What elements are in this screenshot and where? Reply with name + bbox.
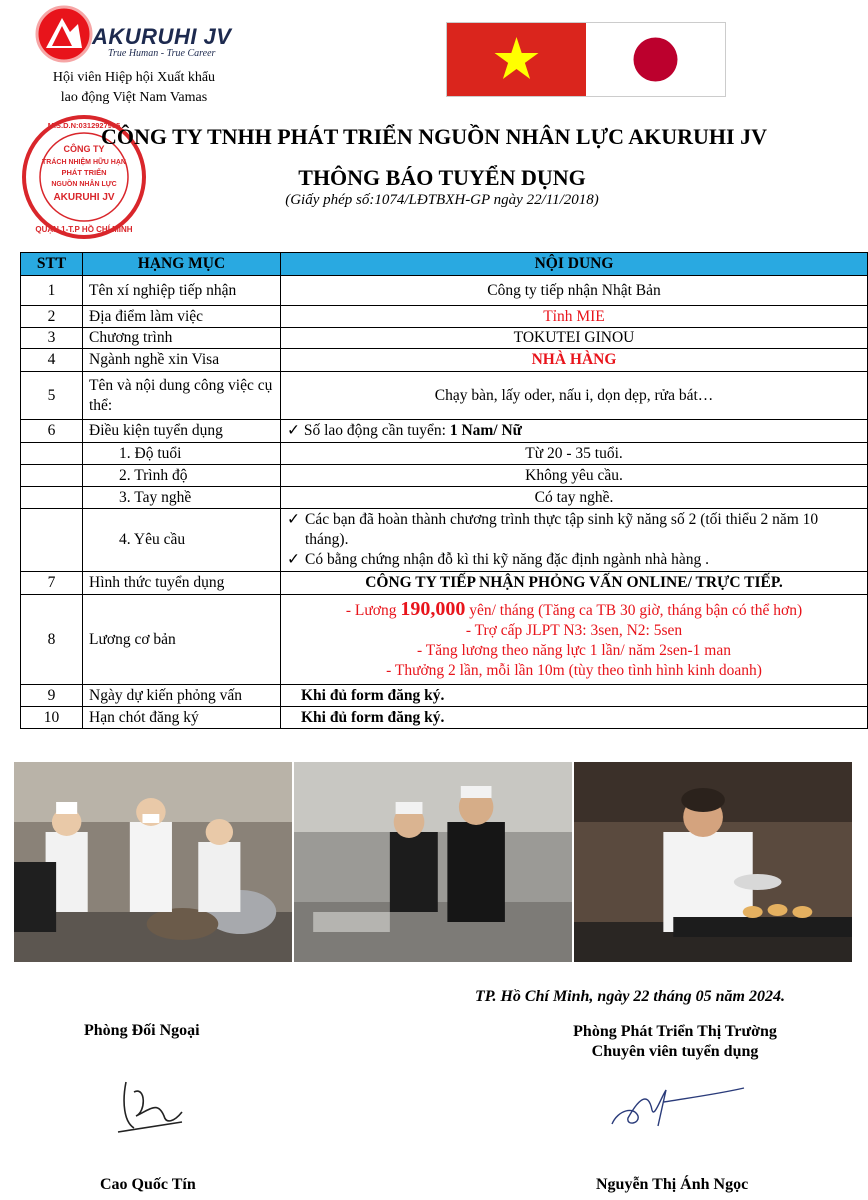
svg-text:TRÁCH NHIỆM HỮU HẠN: TRÁCH NHIỆM HỮU HẠN <box>42 159 126 166</box>
table-row <box>21 465 868 487</box>
row-item: Điều kiện tuyển dụng <box>83 420 281 443</box>
row-content: Từ 20 - 35 tuổi. <box>281 443 868 465</box>
row-item: 2. Trình độ <box>83 465 281 487</box>
document-title: THÔNG BÁO TUYỂN DỤNG <box>298 165 586 190</box>
row-stt: 6 <box>21 420 83 443</box>
row-item: Hạn chót đăng ký <box>83 707 281 729</box>
row-item: 4. Yêu cầu <box>83 509 281 572</box>
row-stt: 8 <box>21 595 83 685</box>
table-row <box>21 306 868 328</box>
department-right-line-1: Phòng Phát Triển Thị Trường <box>573 1023 777 1040</box>
issue-date: TP. Hồ Chí Minh, ngày 22 tháng 05 năm 2024. <box>475 988 785 1005</box>
logo-text: AKURUHI JV <box>92 24 232 49</box>
japan-flag <box>586 23 725 96</box>
salary-line: - Lương 190,000 yên/ tháng (Tăng ca TB 30 giờ, tháng bận có thể hơn) <box>345 597 803 620</box>
row-content: Tỉnh MIE <box>281 306 868 328</box>
department-right <box>560 1022 790 1062</box>
recruitment-table <box>20 252 868 729</box>
row-content: Có tay nghề. <box>281 487 868 509</box>
table-row <box>21 509 868 572</box>
row-item: Ngành nghề xin Visa <box>83 349 281 372</box>
row-content: Công ty tiếp nhận Nhật Bản <box>281 276 868 306</box>
photo-strip <box>14 762 852 962</box>
table-row <box>21 372 868 420</box>
header-stt: STT <box>21 253 83 276</box>
table-row <box>21 707 868 729</box>
table-row <box>21 328 868 349</box>
table-row <box>21 443 868 465</box>
row-item: Ngày dự kiến phỏng vấn <box>83 685 281 707</box>
workers-needed-value: 1 Nam/ Nữ <box>449 422 522 439</box>
row-stt: 4 <box>21 349 83 372</box>
logo-tagline: True Human - True Career <box>108 48 216 59</box>
workers-needed-label: Số lao động cần tuyển: <box>303 422 450 439</box>
svg-text:AKURUHI JV: AKURUHI JV <box>53 192 115 203</box>
svg-text:CÔNG TY: CÔNG TY <box>63 144 105 154</box>
row-content: Khi đủ form đăng ký. <box>281 707 868 729</box>
allowance-line: - Trợ cấp JLPT N3: 3sen, N2: 5sen <box>465 621 683 639</box>
flags <box>446 22 726 97</box>
requirement-2: ✓ Có bằng chứng nhận đỗ kì thi kỹ năng đặc định ngành nhà hàng . <box>287 551 710 568</box>
row-stt: 7 <box>21 572 83 595</box>
row-stt: 10 <box>21 707 83 729</box>
table-row <box>21 572 868 595</box>
bonus-line: - Thưởng 2 lần, mỗi lần 10m (tùy theo tình hình kinh doanh) <box>386 661 762 679</box>
check-icon: ✓ <box>287 551 300 568</box>
check-icon: ✓ <box>287 422 300 439</box>
department-right-line-2: Chuyên viên tuyển dụng <box>591 1043 759 1060</box>
salary-content <box>281 595 868 685</box>
row-content: Khi đủ form đăng ký. <box>281 685 868 707</box>
row-item: 3. Tay nghề <box>83 487 281 509</box>
license-number: (Giấy phép số:1074/LĐTBXH-GP ngày 22/11/2018) <box>285 192 599 208</box>
svg-text:M.S.D.N:0312927985: M.S.D.N:0312927985 <box>47 121 121 130</box>
row-content <box>281 509 868 572</box>
header-item: HẠNG MỤC <box>83 253 281 276</box>
row-item: Hình thức tuyển dụng <box>83 572 281 595</box>
signature-right <box>608 1080 748 1130</box>
signer-left-name: Cao Quốc Tín <box>100 1176 196 1193</box>
table-row <box>21 685 868 707</box>
row-item: Địa điểm làm việc <box>83 306 281 328</box>
row-content: Không yêu cầu. <box>281 465 868 487</box>
row-item: Chương trình <box>83 328 281 349</box>
company-name: CÔNG TY TNHH PHÁT TRIỂN NGUỒN NHÂN LỰC AKURUHI JV <box>101 124 767 149</box>
department-left: Phòng Đối Ngoại <box>84 1022 200 1039</box>
check-icon: ✓ <box>287 511 300 528</box>
membership-note <box>24 68 244 108</box>
svg-text:NGUỒN NHÂN LỰC: NGUỒN NHÂN LỰC <box>51 181 117 188</box>
membership-line-1: Hội viên Hiệp hội Xuất khẩu <box>52 70 216 85</box>
kitchen-staff-photo-1 <box>14 762 292 962</box>
table-row <box>21 420 868 443</box>
row-stt: 5 <box>21 372 83 420</box>
table-row <box>21 276 868 306</box>
row-content: TOKUTEI GINOU <box>281 328 868 349</box>
table-row <box>21 349 868 372</box>
row-item: Lương cơ bản <box>83 595 281 685</box>
svg-text:PHÁT TRIỂN: PHÁT TRIỂN <box>61 168 107 177</box>
row-content: Chạy bàn, lấy oder, nấu i, dọn dẹp, rửa bát… <box>281 372 868 420</box>
row-item: 1. Độ tuổi <box>83 443 281 465</box>
signature-left <box>112 1072 192 1138</box>
signer-right-name: Nguyễn Thị Ánh Ngọc <box>596 1176 749 1193</box>
table-row <box>21 595 868 685</box>
raise-line: - Tăng lương theo năng lực 1 lần/ năm 2sen-1 man <box>417 641 731 659</box>
row-item: Tên xí nghiệp tiếp nhận <box>83 276 281 306</box>
kitchen-staff-photo-3 <box>574 762 852 962</box>
salary-amount: 190,000 <box>400 597 466 620</box>
row-stt: 2 <box>21 306 83 328</box>
requirement-1: ✓ Các bạn đã hoàn thành chương trình thực tập sinh kỹ năng số 2 (tối thiểu 2 năm 10 tháng). <box>287 511 819 548</box>
row-stt: 1 <box>21 276 83 306</box>
row-content: NHÀ HÀNG <box>281 349 868 372</box>
vietnam-flag <box>447 23 586 96</box>
membership-line-2: lao động Việt Nam Vamas <box>60 90 208 105</box>
header-content: NỘI DUNG <box>281 253 868 276</box>
table-header-row <box>21 253 868 276</box>
row-stt: 9 <box>21 685 83 707</box>
row-item: Tên và nội dung công việc cụ thể: <box>83 372 281 420</box>
row-stt: 3 <box>21 328 83 349</box>
row-content: CÔNG TY TIẾP NHẬN PHỎNG VẤN ONLINE/ TRỰC TIẾP. <box>281 572 868 595</box>
kitchen-staff-photo-2 <box>294 762 572 962</box>
svg-text:QUẬN 1-T.P HỒ CHÍ MINH: QUẬN 1-T.P HỒ CHÍ MINH <box>35 225 133 234</box>
row-content <box>281 420 868 443</box>
table-row <box>21 487 868 509</box>
